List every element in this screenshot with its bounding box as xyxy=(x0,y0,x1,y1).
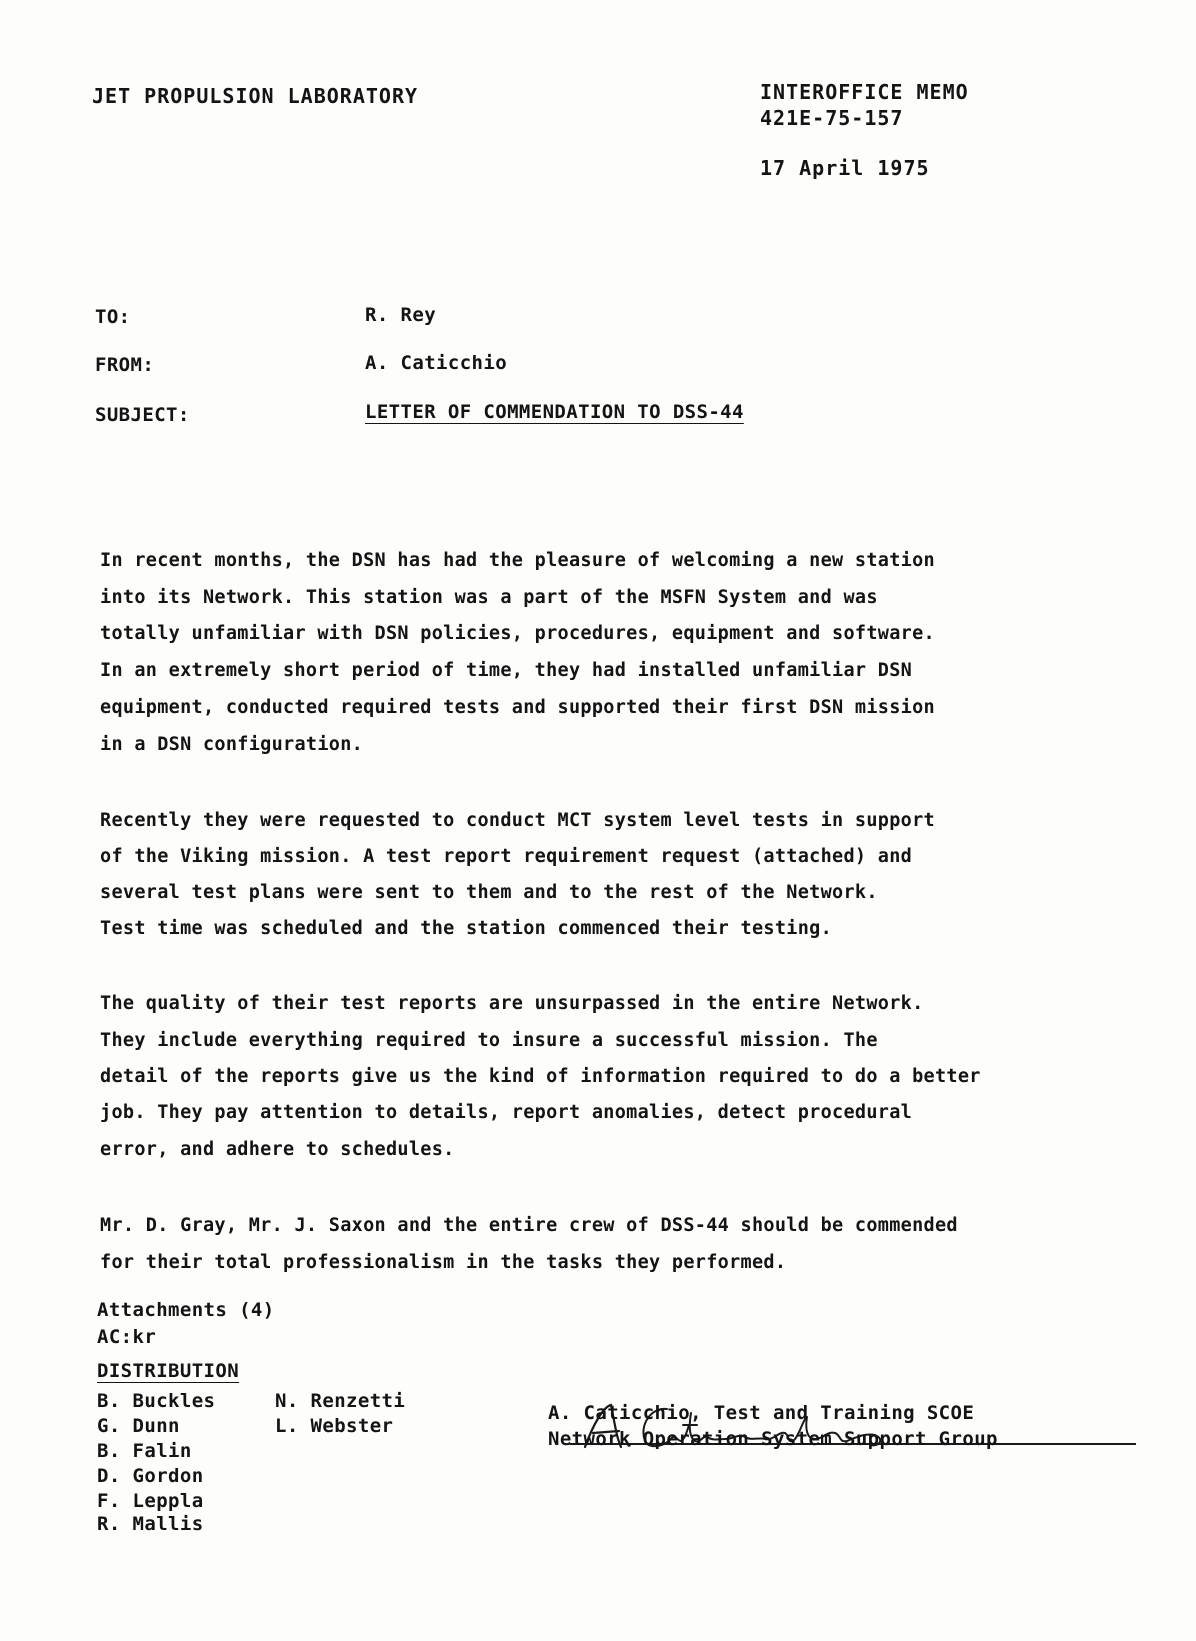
from-value: A. Caticchio xyxy=(365,352,508,374)
distribution-item: B. Buckles xyxy=(97,1390,216,1412)
body-line: in a DSN configuration. xyxy=(100,734,364,755)
body-line: detail of the reports give us the kind of information required to do a better xyxy=(100,1066,981,1087)
body-line: error, and adhere to schedules. xyxy=(100,1139,455,1160)
body-line: In an extremely short period of time, they had installed unfamiliar DSN xyxy=(100,660,913,681)
distribution-item: N. Renzetti xyxy=(275,1390,406,1412)
body-line: Mr. D. Gray, Mr. J. Saxon and the entire crew of DSS-44 should be commended xyxy=(100,1215,958,1236)
to-value: R. Rey xyxy=(365,304,437,326)
attachments-note: Attachments (4) xyxy=(97,1299,275,1321)
memo-number: 421E-75-157 xyxy=(760,106,904,130)
distribution-label: DISTRIBUTION xyxy=(97,1360,240,1382)
org-name: JET PROPULSION LABORATORY xyxy=(92,84,419,108)
body-line: In recent months, the DSN has had the pleasure of welcoming a new station xyxy=(100,550,935,571)
memo-type: INTEROFFICE MEMO xyxy=(760,80,969,104)
body-line: equipment, conducted required tests and supported their first DSN mission xyxy=(100,697,935,718)
distribution-item: B. Falin xyxy=(97,1440,192,1462)
body-line: several test plans were sent to them and to the rest of the Network. xyxy=(100,882,878,903)
body-line: Recently they were requested to conduct MCT system level tests in support xyxy=(100,810,935,831)
subject-label: SUBJECT: xyxy=(95,404,190,426)
from-label: FROM: xyxy=(95,354,155,376)
body-line: for their total professionalism in the tasks they performed. xyxy=(100,1252,787,1273)
subject-value: LETTER OF COMMENDATION TO DSS-44 xyxy=(365,401,744,423)
body-line: totally unfamiliar with DSN policies, procedures, equipment and software. xyxy=(100,623,935,644)
body-line: Test time was scheduled and the station commenced their testing. xyxy=(100,918,833,939)
body-line: The quality of their test reports are unsurpassed in the entire Network. xyxy=(100,993,924,1014)
distribution-item: R. Mallis xyxy=(97,1513,204,1535)
distribution-item: G. Dunn xyxy=(97,1415,180,1437)
body-line: into its Network. This station was a part of the MSFN System and was xyxy=(100,587,878,608)
distribution-item: F. Leppla xyxy=(97,1490,204,1512)
memo-date: 17 April 1975 xyxy=(760,156,930,180)
signatory-group: Network Operation System Support Group xyxy=(548,1428,998,1450)
distribution-item: D. Gordon xyxy=(97,1465,204,1487)
signatory-name-title: A. Caticchio, Test and Training SCOE xyxy=(548,1402,975,1424)
to-label: TO: xyxy=(95,306,131,328)
typist-initials: AC:kr xyxy=(97,1326,157,1348)
distribution-item: L. Webster xyxy=(275,1415,394,1437)
body-line: of the Viking mission. A test report requirement request (attached) and xyxy=(100,846,913,867)
body-line: job. They pay attention to details, report anomalies, detect procedural xyxy=(100,1102,913,1123)
body-line: They include everything required to insure a successful mission. The xyxy=(100,1030,878,1051)
